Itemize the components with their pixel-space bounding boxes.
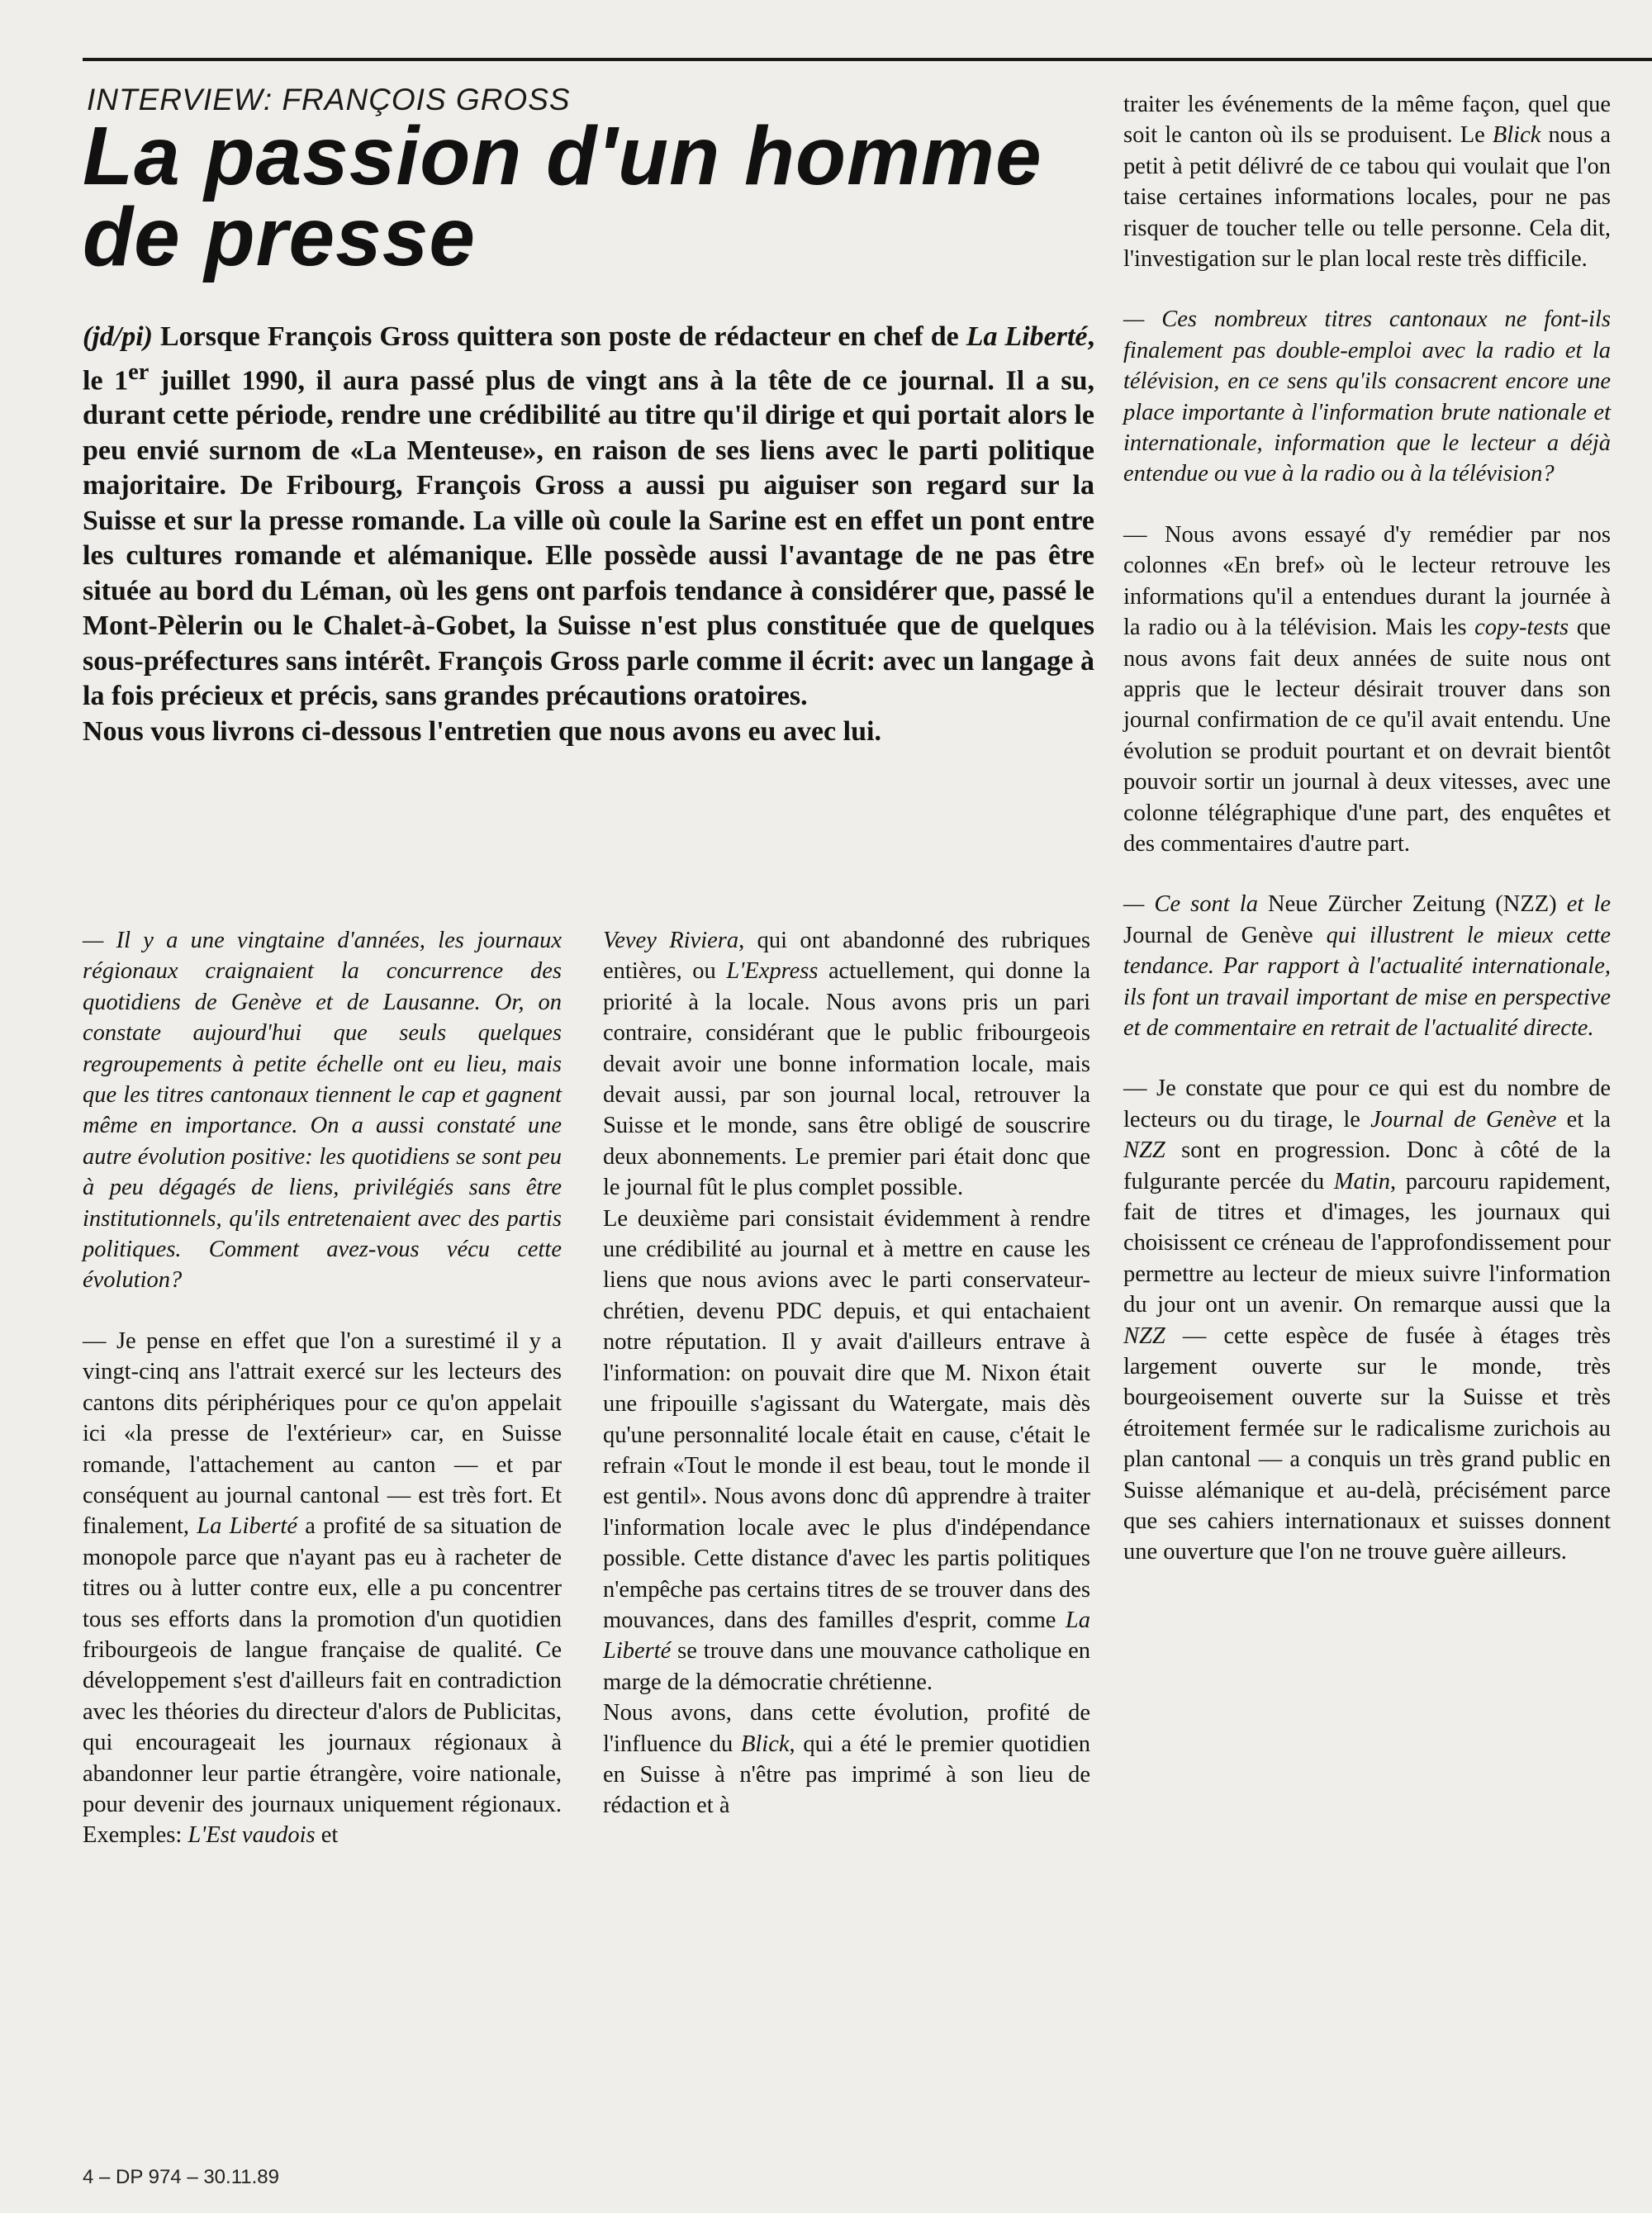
- publication-name: La Liberté: [603, 1607, 1090, 1664]
- column-1: [83, 925, 562, 1851]
- byline: (jd/pi): [83, 321, 153, 352]
- article-kicker: INTERVIEW: FRANÇOIS GROSS: [87, 83, 571, 116]
- answer-1-paragraph-2: [603, 1204, 1090, 1698]
- answer-text: , parcouru rapidement, fait de titres et d'images, les journaux qui choisissent ce créneau de l'approfondissement pour permettre au lecteur de mieux suivre l'information du jour ont un avenir. On remarque aussi que la: [1123, 1168, 1611, 1318]
- answer-1-end: [1123, 89, 1611, 274]
- answer-text: — Je constate que pour ce qui est du nombre de lecteurs ou du tirage, le: [1123, 1076, 1611, 1133]
- article-headline: La passion d'un homme de presse: [83, 110, 1042, 283]
- question-text: et le: [1566, 891, 1611, 918]
- publication-name: La Liberté: [966, 321, 1088, 352]
- answer-text: , qui ont abandonné des rubriques entières, ou: [603, 928, 1090, 985]
- question-2: — Ces nombreux titres cantonaux ne font-ils finalement pas double-emploi avec la radio et la télévision, en ce sens qu'ils consacrent encore une place importante à l'information brute nationale et internationale, information que le lecteur a déjà entendue ou vue à la radio ou à la télévision?: [1123, 306, 1611, 487]
- publication-name: L'Express: [726, 958, 819, 985]
- publication-name: Journal de Genève: [1370, 1106, 1557, 1133]
- answer-text: sont en progression. Donc à côté de la fulgurante percée du: [1123, 1137, 1611, 1194]
- answer-text: — Je pense en effet que l'on a surestimé il y a vingt-cinq ans l'attrait exercé sur les lecteurs des cantons dits périphériques pour ce qu'on appelait ici «la presse de l'extérieur» car, en Suisse romande, l'attachement au canton — et par conséquent au journal cantonal — est très fort. Et finalement,: [83, 1327, 562, 1540]
- publication-name: Matin: [1333, 1168, 1390, 1194]
- lead-paragraph: [83, 320, 1094, 715]
- lead-text: juillet 1990, il aura passé plus de vingt ans à la tête de ce journal. Il a su, durant cette période, rendre une crédibilité au titre qu'il dirige et qui portait alors le peu envié surnom de «La Menteuse», en raison de ses liens avec le parti politique majoritaire. De Fribourg, François Gross a aussi pu aiguiser son regard sur la Suisse et sur la presse romande. La ville où coule la Sarine est en effet un pont entre les cultures romande et alémanique. Elle possède aussi l'avantage de ne pas être située au bord du Léman, où les gens ont parfois tendance à considérer que, passé le Mont-Pèlerin ou le Chalet-à-Gobet, la Suisse n'est plus constituée que de quelques sous-préfectures sans intérêt. François Gross parle comme il écrit: avec un langage à la fois précieux et précis, sans grandes précautions oratoires.: [83, 364, 1094, 712]
- answer-text: actuellement, qui donne la priorité à la locale. Nous avons pris un pari contraire, considérant que le public fribourgeois devait avoir une bonne information locale, mais devait aussi, par son journal local, retrouver la Suisse et le monde, sans être obligé de souscrire deux abonnements. Le premier pari était donc que le journal fût le plus complet possible.: [603, 958, 1090, 1201]
- answer-text: — Nous avons essayé d'y remédier par nos colonnes «En bref» où le lecteur retrouve les informations qu'il a entendues durant la journée à la radio ou à la télévision. Mais les: [1123, 521, 1611, 641]
- answer-3: [1123, 1073, 1611, 1568]
- emphasis: copy-tests: [1474, 615, 1569, 641]
- answer-1-paragraph-3: [603, 1698, 1090, 1821]
- question-3: [1123, 889, 1611, 1043]
- publication-name: La Liberté: [197, 1513, 297, 1540]
- ordinal-suffix: er: [128, 359, 150, 385]
- publication-name: Journal de Genève: [1123, 922, 1313, 948]
- answer-text: nous a petit à petit délivré de ce tabou qui voulait que l'on taise certaines informations locales, pour ne pas risquer de toucher telle ou telle personne. Cela dit, l'investigation sur le plan local reste très difficile.: [1123, 122, 1611, 273]
- publication-name: Neue Zürcher Zeitung: [1268, 891, 1486, 918]
- answer-text: Nous avons, dans cette évolution, profité de l'influence du: [603, 1700, 1090, 1757]
- answer-2: [1123, 520, 1611, 859]
- publication-name: Blick: [740, 1731, 790, 1757]
- lead-closing: Nous vous livrons ci-dessous l'entretien que nous avons eu avec lui.: [83, 715, 881, 747]
- answer-text: que nous avons fait deux années de suite nous ont appris que le lecteur désirait trouver dans son journal confirmation de ce qu'il avait entendu. Une évolution se produit pourtant et on devrait bientôt pouvoir sortir un journal à deux vitesses, avec une colonne télégraphique d'une part, des enquêtes et des commentaires d'autre part.: [1123, 615, 1611, 857]
- publication-name: NZZ: [1123, 1323, 1165, 1349]
- lead-text: Lorsque François Gross quittera son poste de rédacteur en chef de: [152, 321, 966, 352]
- top-rule: [83, 58, 1652, 61]
- answer-text: , qui a été le premier quotidien en Suisse à n'être pas imprimé à son lieu de rédaction et à: [603, 1731, 1090, 1819]
- publication-name: Blick: [1492, 122, 1541, 149]
- answer-text: — cette espèce de fusée à étages très largement ouverte sur le monde, très bourgeoisement ouverte sur la Suisse et très étroitement fermée sur le radicalisme zurichois au plan cantonal — a conquis un très grand public en Suisse alémanique et au-delà, précisément parce que ses cahiers internationaux et suisses donnent une ouverture que l'on ne trouve guère ailleurs.: [1123, 1323, 1611, 1565]
- question-1: — Il y a une vingtaine d'années, les journaux régionaux craignaient la concurrence des quotidiens de Genève et de Lausanne. Or, on constate aujourd'hui que seuls quelques regroupements à petite échelle ont eu lieu, mais que les titres cantonaux tiennent le cap et gagnent même en importance. On a aussi constaté une autre évolution positive: les quotidiens se sont peu à peu dégagés de liens, privilégiés sans être institutionnels, qu'ils entretenaient avec des partis politiques. Comment avez-vous vécu cette évolution?: [83, 928, 562, 1294]
- answer-text: a profité de sa situation de monopole parce que n'ayant pas eu à racheter de titres ou à lutter contre eux, elle a pu concentrer tous ses efforts dans la promotion d'un quotidien fribourgeois de langue française de qualité. Ce développement s'est d'ailleurs fait en contradiction avec les théories du directeur d'alors de Publicitas, qui encourageait les journaux régionaux à abandonner leur partie étrangère, voire nationale, pour devenir des journaux uniquement régionaux. Exemples:: [83, 1513, 562, 1849]
- answer-text: se trouve dans une mouvance catholique en marge de la démocratie chrétienne.: [603, 1638, 1090, 1695]
- answer-1: [83, 1326, 562, 1851]
- article-lead: [83, 320, 1094, 749]
- publication-name: L'Est vaudois: [188, 1822, 316, 1849]
- answer-text: Le deuxième pari consistait évidemment à rendre une crédibilité au journal et à mettre en cause les liens que nous avions avec le parti conservateur-chrétien, devenu PDC depuis, et qui entachaient notre réputation. Il y avait d'ailleurs entrave à l'information: on pouvait dire que M. Nixon était une fripouille s'agissant du Watergate, mais dès qu'une personnalité locale était en cause, c'était le refrain «Tout le monde il est beau, tout le monde il est gentil». Nous avons donc dû apprendre à traiter l'information locale avec le plus d'indépendance possible. Cette distance d'avec les partis politiques n'empêche pas certains titres de se trouver dans des mouvances, dans des familles d'esprit, comme: [603, 1205, 1090, 1633]
- lead-text: , le 1: [83, 321, 1095, 396]
- answer-text: et la: [1556, 1106, 1612, 1133]
- question-text: (NZZ): [1485, 891, 1567, 918]
- publication-name: NZZ: [1123, 1137, 1165, 1164]
- page-footer: 4 – DP 974 – 30.11.89: [83, 2166, 279, 2188]
- answer-text: et: [315, 1822, 339, 1849]
- question-text: qui illustrent le mieux cette tendance. Par rapport à l'actualité internationale, ils font un travail important de mise en perspective et de commentaire en retrait de l'actualité directe.: [1123, 922, 1611, 1041]
- column-2: [603, 925, 1090, 1821]
- answer-1-continued: [603, 925, 1090, 1204]
- answer-text: traiter les événements de la même façon, quel que soit le canton où ils se produisent. Le: [1123, 92, 1611, 149]
- publication-name: Vevey Riviera: [603, 928, 739, 953]
- question-text: — Ce sont la: [1123, 891, 1269, 918]
- column-3: [1123, 89, 1611, 1568]
